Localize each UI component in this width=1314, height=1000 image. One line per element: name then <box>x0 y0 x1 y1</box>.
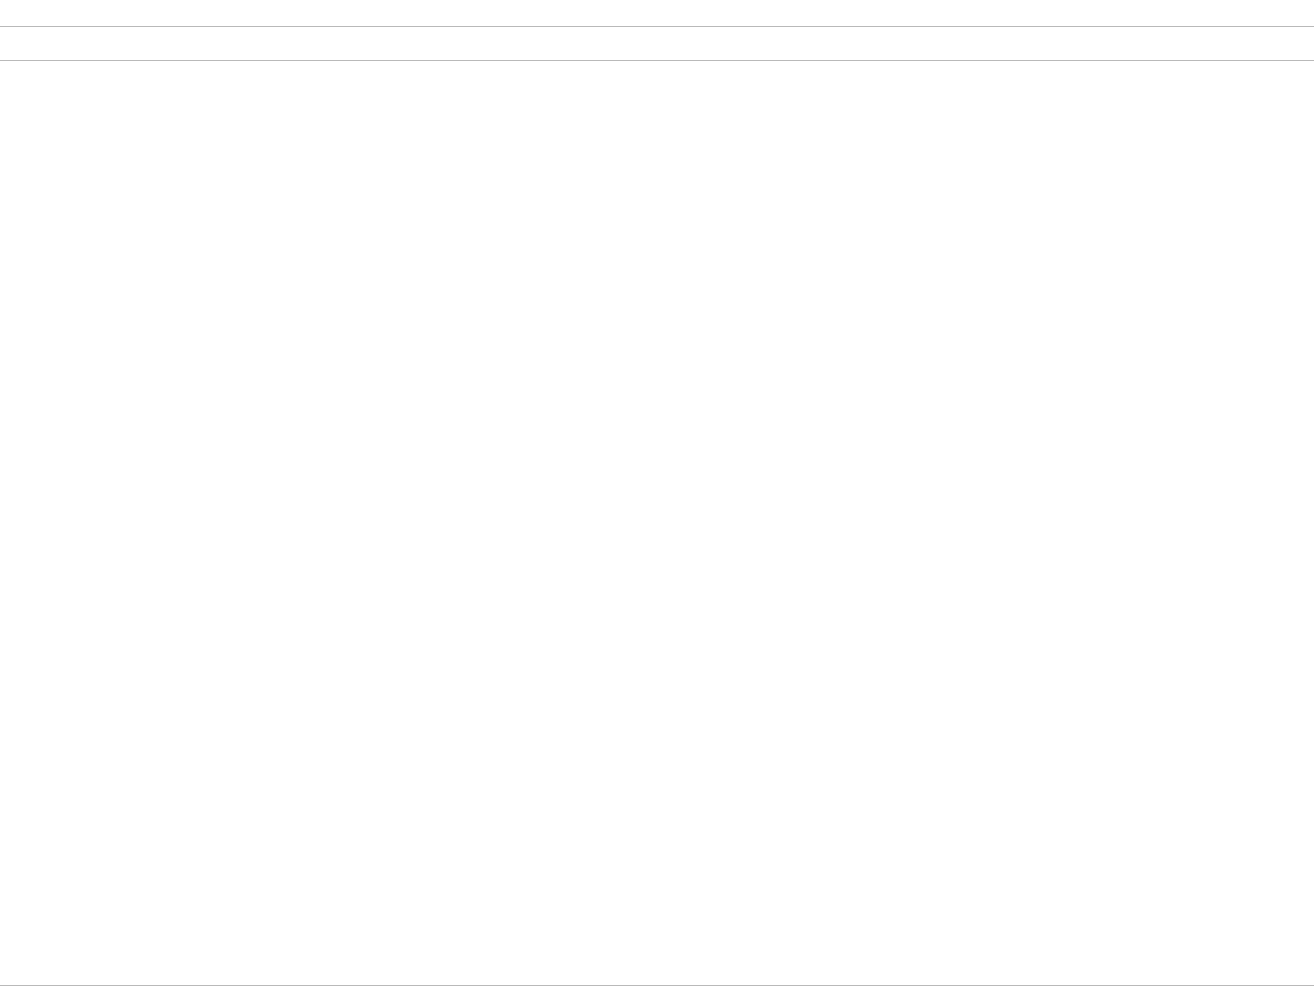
header-rule <box>0 26 1314 27</box>
listing-header <box>0 0 1314 20</box>
section-rule <box>0 60 1314 61</box>
section-header <box>0 35 1314 55</box>
footer-rule <box>0 985 1314 986</box>
